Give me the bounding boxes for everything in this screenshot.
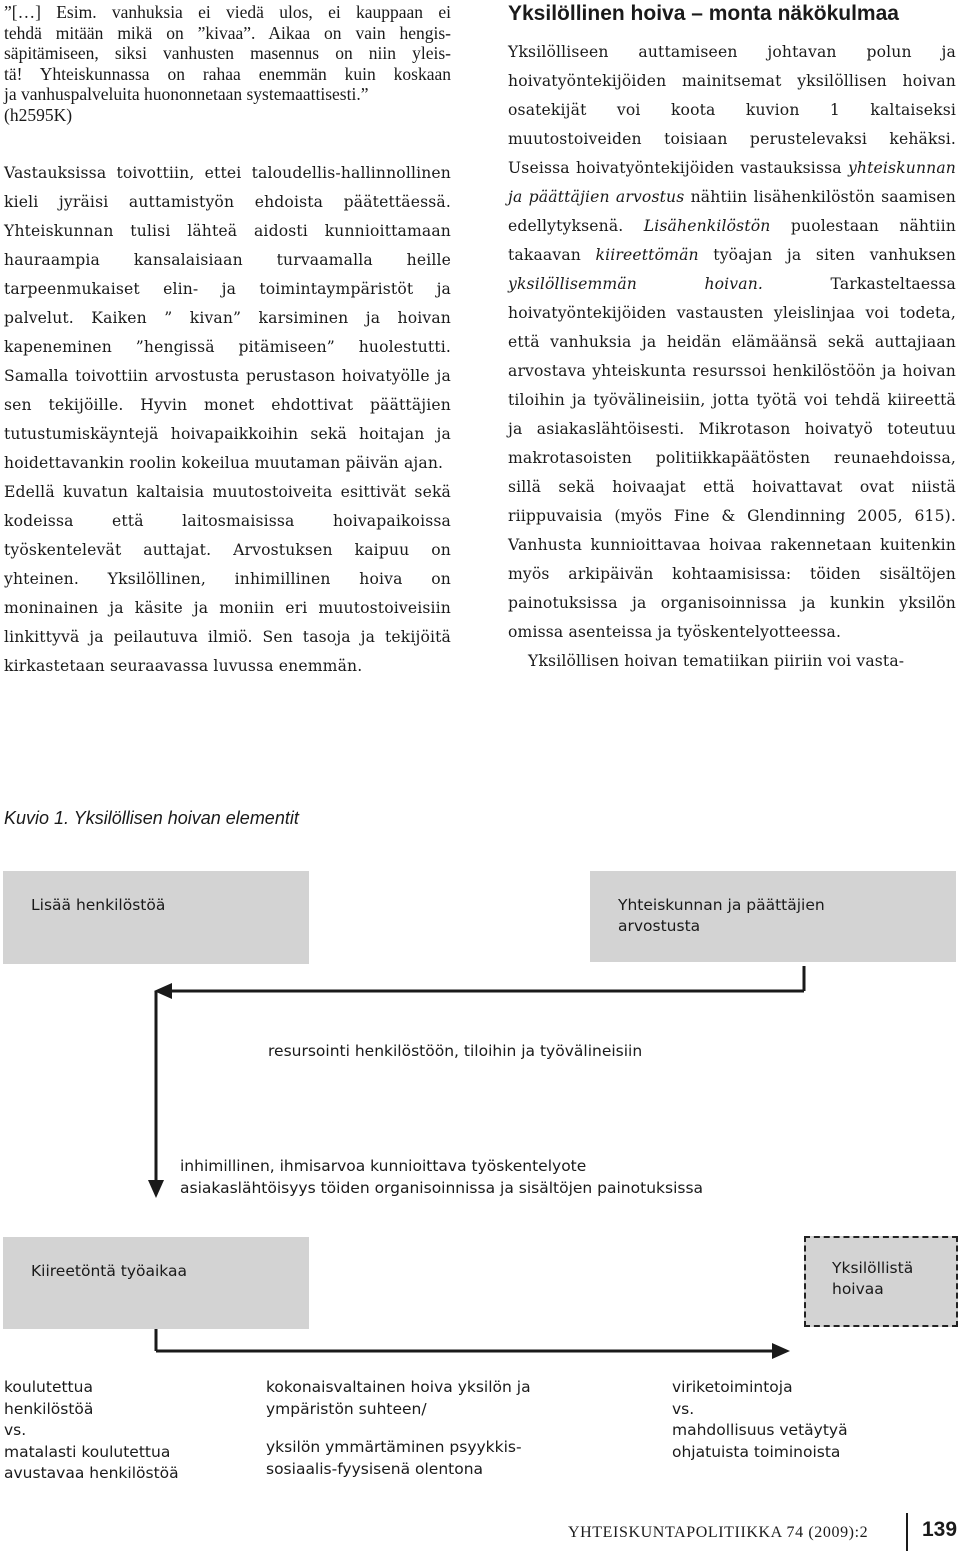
page-number: 139 — [922, 1518, 958, 1541]
section-heading: Yksilöllinen hoiva – monta näkökulmaa — [508, 2, 899, 25]
quote-line: säpitämiseen, siksi vanhusten masennus on niin yleis- — [4, 43, 451, 63]
legend-line: kokonaisvaltainen hoiva yksilön ja — [266, 1378, 531, 1396]
arrow-head-right — [772, 1343, 790, 1359]
footer-divider — [906, 1513, 908, 1551]
legend-holistic-care — [266, 1377, 531, 1480]
quote-line: ja vanhuspalveluita huononnetaan systemaattisesti.” — [4, 84, 369, 104]
paragraph-text: puolestaan nähtiin takaavan — [508, 217, 957, 264]
legend-line: matalasti koulutettua — [4, 1442, 171, 1461]
arrow-head-down — [148, 1180, 164, 1198]
paragraph: Vastauksissa toivottiin, ettei taloudellis-hallinnollinen kieli jyräisi auttamistyön ehdoista päätettäessä. Yhteiskunnan tulisi lähteä aidosti kunnioittamaan hauraampia kansalaisiaan turvaamalla heille tarpeenmukaiset elin- ja toimintaympäristöt ja palvelut. Kaiken ” kivan” karsiminen ja hoivan kapeneminen ”hengissä pitämiseen” huolestutti. Samalla toivottiin arvostusta perustason hoivatyölle ja sen tekijöille. Hyvin monet ehdottivat päättäjien tutustumiskäyntejä hoivapaikkoihin sekä hoitajan ja hoidettavankin roolin kokeilua muutaman päivän ajan. — [4, 164, 451, 472]
legend-line: viriketoimintoja — [672, 1378, 793, 1396]
flow-line: asiakaslähtöisyys töiden organisoinnissa ja sisältöjen painotuksissa — [180, 1179, 704, 1197]
legend-line: yksilön ymmärtäminen psyykkis- — [266, 1438, 522, 1456]
paragraph-text: nähtiin lisähenkilöstön saamisen edellytyksenä. — [508, 188, 957, 235]
legend-line: ohjatuista toiminoista — [672, 1442, 841, 1461]
paragraph-text: Yksilölliseen auttamiseen johtavan polun ja hoivatyöntekijöiden mainitsemat yksilöllisen hoivan osatekijät voi koota kuvion 1 kaltaiseksi muutostoiveiden toisiaan perustelevaksi kehäksi. Useissa hoivatyöntekijöiden vastauksissa — [508, 43, 956, 177]
legend-line: sosiaalis-fyysisenä olentona — [266, 1459, 484, 1478]
legend-line: mahdollisuus vetäytyä — [672, 1421, 848, 1439]
paragraph: Yksilöllisen hoivan tematiikan piiriin voi vasta- — [528, 652, 905, 670]
emphasis: yksilöllisemmän hoivan. — [508, 275, 764, 293]
box-label: Yhteiskunnan ja päättäjien — [618, 896, 825, 914]
box-label: Kiireetöntä työaikaa — [31, 1262, 188, 1280]
legend-staff — [4, 1377, 179, 1485]
box-label: hoivaa — [832, 1280, 884, 1298]
legend-line: vs. — [672, 1399, 695, 1418]
quote-line: tehdä mitään mikä on ”kivaa”. Aikaa on vain hengis- — [4, 22, 451, 43]
quote-citation: (h2595K) — [4, 104, 73, 125]
quote-line: ”[…] Esim. vanhuksia ei viedä ulos, ei kauppaan ei — [4, 2, 451, 22]
legend-line: henkilöstöä — [4, 1399, 94, 1418]
flow-label-resourcing: resursointi henkilöstöön, tiloihin ja työvälineisiin — [268, 1042, 643, 1060]
emphasis: Lisähenkilöstön — [643, 217, 771, 235]
legend-line: avustavaa henkilöstöä — [4, 1464, 179, 1482]
journal-footer: YHTEISKUNTAPOLITIIKKA 74 (2009):2 — [568, 1524, 869, 1541]
figure-caption: Kuvio 1. Yksilöllisen hoivan elementit — [4, 808, 299, 828]
emphasis: yhteiskunnan ja päättäjien arvostus — [508, 159, 956, 206]
emphasis: kiireettömän — [595, 246, 699, 264]
legend-activities — [672, 1377, 848, 1463]
legend-line: koulutettua — [4, 1378, 93, 1396]
box-label: arvostusta — [618, 917, 701, 935]
legend-line: ympäristön suhteen/ — [266, 1399, 427, 1418]
box-label: Yksilöllistä — [832, 1259, 914, 1277]
legend-line: vs. — [4, 1421, 27, 1439]
paragraph-text: Tarkasteltaessa hoivatyöntekijöiden vastausten yleislinjaa voi todeta, että vanhuksia ja heidän elämäänsä sekä auttajiaan arvostava yhteiskunta resurssoi henkilöstöön ja hoivan tiloihin ja työvälineisiin, jotta työtä voi tehdä kiireettä ja asiakaslähtöisesti. Mikrotason hoivatyö toteutuu makrotasoisten politiikkapäätösten reunaehdoissa, sillä sekä hoivaajat että hoivattavat ovat niistä riippuvaisia (myös Fine & Glendinning 2005, 615). Vanhusta kunnioittavaa hoivaa rakennetaan kuitenkin myös arkipäivän kohtaamisissa: töiden sisältöjen painotuksissa ja organisoinnissa ja kunkin yksilön omissa asenteissa ja työskentelyotteessa. — [508, 275, 956, 641]
quote-line: tä! Yhteiskunnassa on rahaa enemmän kuin koskaan — [4, 63, 451, 84]
box-label: Lisää henkilöstöä — [31, 896, 166, 914]
paragraph-text: työajan ja siten vanhuksen — [698, 246, 956, 264]
flow-line: inhimillinen, ihmisarvoa kunnioittava työskentelyote — [180, 1157, 587, 1175]
paragraph: Edellä kuvatun kaltaisia muutostoiveita esittivät sekä kodeissa että laitosmaisissa hoivapaikoissa työskentelevät auttajat. Arvostuksen kaipuu on yhteinen. Yksilöllinen, inhimillinen hoiva on moninainen ja käsite ja moniin eri muutostoiveisiin linkittyvä ja peilautuva ilmiö. Sen tasoja ja tekijöitä kirkastetaan seuraavassa luvussa enemmän. — [4, 483, 451, 675]
